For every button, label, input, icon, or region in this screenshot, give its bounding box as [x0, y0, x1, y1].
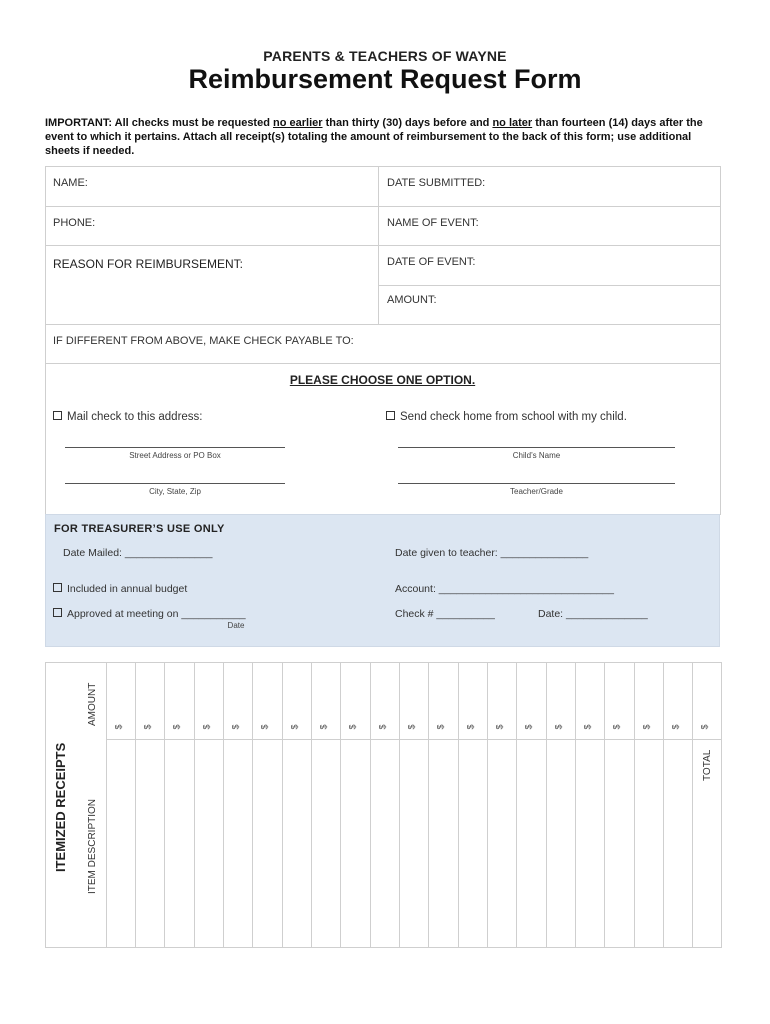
treasurer-section: [45, 514, 720, 647]
mail-check-label: Mail check to this address:: [67, 411, 203, 423]
street-address-caption: Street Address or PO Box: [129, 451, 221, 460]
choose-option-heading: PLEASE CHOOSE ONE OPTION.: [289, 373, 476, 387]
amount-cell-currency[interactable]: $: [553, 724, 564, 730]
amount-label: AMOUNT:: [387, 294, 437, 306]
column-divider: [487, 662, 488, 948]
amount-cell-currency[interactable]: $: [289, 724, 300, 730]
date-of-event-label: DATE OF EVENT:: [387, 256, 476, 268]
form-title: Reimbursement Request Form: [188, 64, 582, 94]
column-divider: [164, 662, 165, 948]
column-divider: [575, 662, 576, 948]
column-divider: [252, 662, 253, 948]
amount-cell-currency[interactable]: $: [171, 724, 182, 730]
amount-cell-currency[interactable]: $: [259, 724, 270, 730]
check-number-field[interactable]: Check # __________: [395, 608, 495, 620]
amount-cell-currency[interactable]: $: [142, 724, 153, 730]
reason-label: REASON FOR REIMBURSEMENT:: [53, 257, 244, 271]
name-label: NAME:: [53, 177, 88, 189]
treasurer-heading: FOR TREASURER’S USE ONLY: [54, 523, 225, 535]
amount-field[interactable]: [378, 285, 721, 325]
column-divider: [194, 662, 195, 948]
amount-cell-currency[interactable]: $: [347, 724, 358, 730]
checkbox-icon: [53, 608, 62, 617]
name-of-event-field[interactable]: [378, 206, 721, 246]
amount-cell-currency[interactable]: $: [201, 724, 212, 730]
childs-name-line[interactable]: [398, 447, 675, 448]
column-divider: [458, 662, 459, 948]
amount-cell-currency[interactable]: $: [406, 724, 417, 730]
reason-field[interactable]: [45, 245, 379, 325]
childs-name-caption: Child’s Name: [512, 451, 561, 460]
column-divider: [223, 662, 224, 948]
checkbox-icon: [386, 411, 395, 420]
city-state-zip-caption: City, State, Zip: [149, 487, 201, 496]
account-field[interactable]: Account: ______________________________: [395, 583, 614, 595]
important-notice: IMPORTANT: All checks must be requested no earlier than thirty (30) days before and no later than fourteen (14) days after the event to which it pertains. Attach all receipt(s) totaling the amount of reimbursement to the back of this form; use additional sheets if needed.: [45, 117, 703, 157]
checkbox-icon: [53, 411, 62, 420]
date-mailed-field[interactable]: Date Mailed: _______________: [63, 547, 213, 559]
send-home-option[interactable]: [386, 411, 627, 423]
column-divider: [663, 662, 664, 948]
mail-check-option[interactable]: [53, 411, 203, 423]
date-of-event-field[interactable]: [378, 245, 721, 286]
teacher-grade-line[interactable]: [398, 483, 675, 484]
check-date-field[interactable]: Date: ______________: [538, 608, 648, 620]
organization-name: PARENTS & TEACHERS OF WAYNE: [263, 48, 507, 64]
itemized-receipts-table: [45, 662, 722, 948]
amount-cell-currency[interactable]: $: [523, 724, 534, 730]
amount-cell-currency[interactable]: $: [113, 724, 124, 730]
itemized-receipts-title: ITEMIZED RECEIPTS: [53, 742, 68, 872]
column-divider: [282, 662, 283, 948]
column-divider: [516, 662, 517, 948]
amount-cell-currency[interactable]: $: [377, 724, 388, 730]
column-divider: [399, 662, 400, 948]
amount-cell-currency[interactable]: $: [699, 724, 710, 730]
name-field[interactable]: [45, 166, 379, 207]
send-home-label: Send check home from school with my child.: [400, 411, 627, 423]
column-divider: [340, 662, 341, 948]
column-divider: [546, 662, 547, 948]
column-divider: [106, 662, 107, 948]
street-address-line[interactable]: [65, 447, 285, 448]
column-divider: [604, 662, 605, 948]
total-label: TOTAL: [702, 749, 713, 781]
amount-cell-currency[interactable]: $: [465, 724, 476, 730]
included-budget-option[interactable]: [53, 583, 187, 595]
amount-cell-currency[interactable]: $: [494, 724, 505, 730]
amount-cell-currency[interactable]: $: [641, 724, 652, 730]
amount-row-label: AMOUNT: [87, 682, 98, 726]
amount-cell-currency[interactable]: $: [611, 724, 622, 730]
amount-cell-currency[interactable]: $: [318, 724, 329, 730]
approved-date-caption: Date: [227, 621, 245, 630]
amount-cell-currency[interactable]: $: [230, 724, 241, 730]
phone-label: PHONE:: [53, 217, 96, 229]
approved-meeting-option[interactable]: [53, 608, 246, 620]
date-submitted-field[interactable]: [378, 166, 721, 207]
amount-cell-currency[interactable]: $: [435, 724, 446, 730]
approved-meeting-label: Approved at meeting on ___________: [67, 608, 246, 620]
teacher-grade-caption: Teacher/Grade: [510, 487, 563, 496]
amount-cell-currency[interactable]: $: [582, 724, 593, 730]
amount-cell-currency[interactable]: $: [670, 724, 681, 730]
payable-to-label: IF DIFFERENT FROM ABOVE, MAKE CHECK PAYABLE TO:: [53, 335, 354, 347]
column-divider: [311, 662, 312, 948]
city-state-zip-line[interactable]: [65, 483, 285, 484]
column-divider: [692, 662, 693, 948]
name-of-event-label: NAME OF EVENT:: [387, 217, 479, 229]
column-divider: [135, 662, 136, 948]
included-budget-label: Included in annual budget: [67, 583, 188, 595]
column-divider: [634, 662, 635, 948]
date-given-field[interactable]: Date given to teacher: _______________: [395, 547, 589, 559]
column-divider: [428, 662, 429, 948]
phone-field[interactable]: [45, 206, 379, 246]
column-divider: [370, 662, 371, 948]
date-submitted-label: DATE SUBMITTED:: [387, 177, 486, 189]
amount-row-divider: [106, 739, 722, 740]
item-description-label: ITEM DESCRIPTION: [87, 798, 98, 894]
checkbox-icon: [53, 583, 62, 592]
payable-to-field[interactable]: [45, 324, 721, 364]
